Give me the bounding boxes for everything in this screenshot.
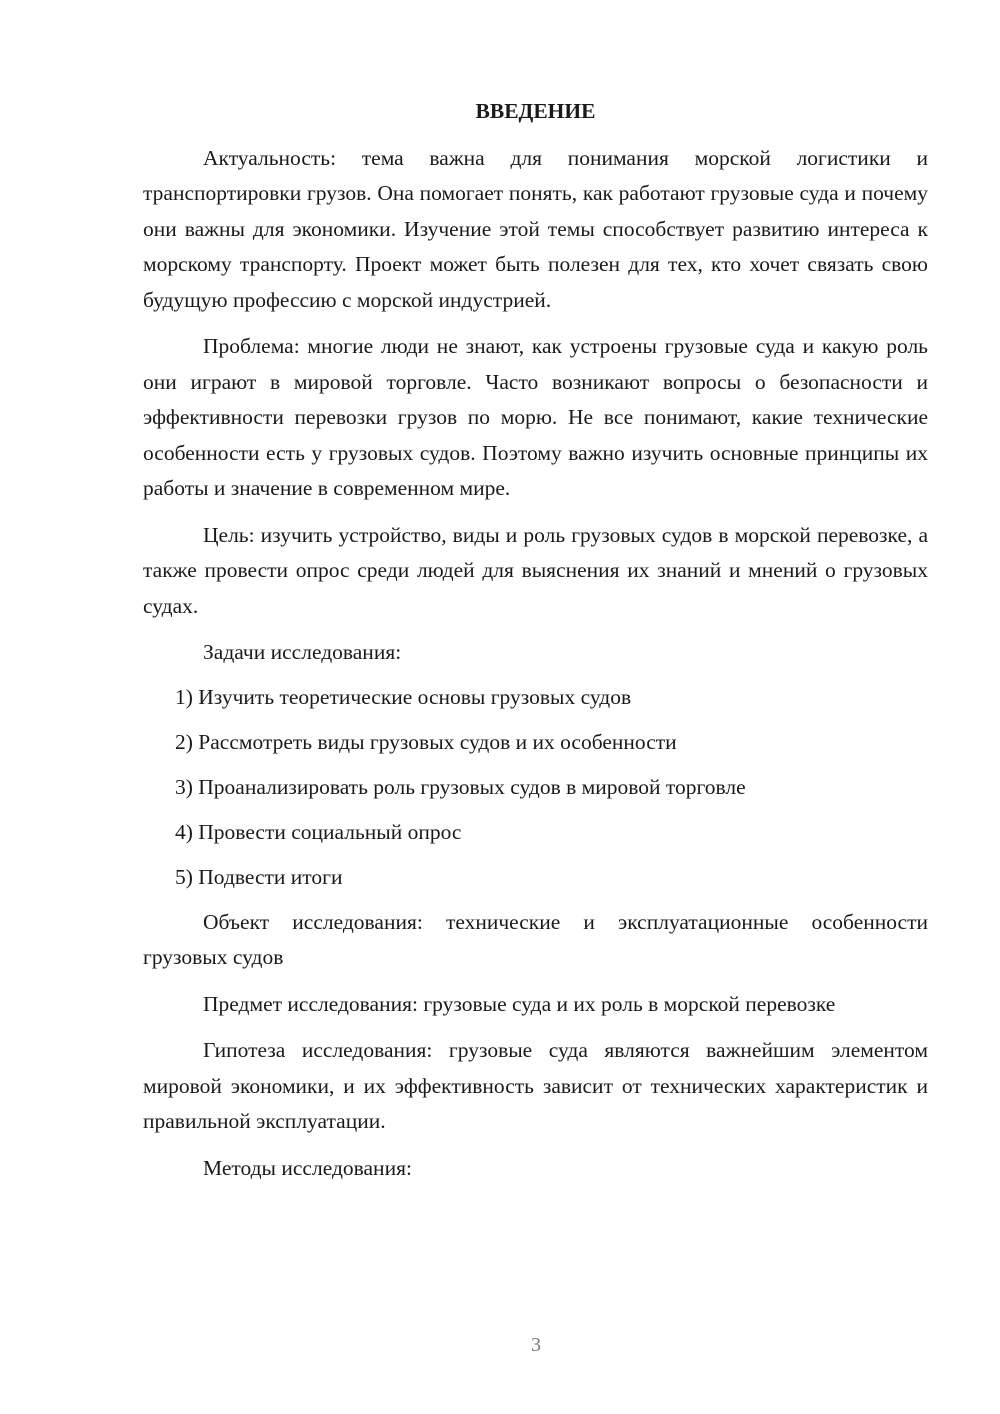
paragraph-goal: Цель: изучить устройство, виды и роль грузовых судов в морской перевозке, а также провести опрос среди людей для выяснения их знаний и мнений о грузовых судах. xyxy=(143,522,928,618)
paragraph-problem: Проблема: многие люди не знают, как устроены грузовые суда и какую роль они играют в мировой торговле. Часто возникают вопросы о безопасности и эффективности перевозки грузов по морю. Не все понимают, какие технические особенности есть у грузовых судов. Поэтому важно изучить основные принципы их работы и значение в современном мире. xyxy=(143,334,928,500)
document-page xyxy=(143,94,928,1197)
list-item: 4) Провести социальный опрос xyxy=(175,819,462,844)
list-item: 3) Проанализировать роль грузовых судов в мировой торговле xyxy=(175,774,746,799)
section-title: ВВЕДЕНИЕ xyxy=(475,99,596,123)
list-item: 2) Рассмотреть виды грузовых судов и их особенности xyxy=(175,729,677,754)
tasks-list xyxy=(143,680,928,896)
methods-heading: Методы исследования: xyxy=(203,1155,412,1180)
paragraph-hypothesis: Гипотеза исследования: грузовые суда являются важнейшим элементом мировой экономики, и их эффективность зависит от технических характеристик и правильной эксплуатации. xyxy=(143,1038,928,1133)
tasks-heading: Задачи исследования: xyxy=(203,640,402,664)
page-number: 3 xyxy=(531,1334,541,1356)
paragraph-object: Объект исследования: технические и эксплуатационные особенности грузовых судов xyxy=(143,909,928,969)
list-item: 5) Подвести итоги xyxy=(175,864,343,889)
list-item: 1) Изучить теоретические основы грузовых судов xyxy=(175,684,632,709)
paragraph-relevance: Актуальность: тема важна для понимания морской логистики и транспортировки грузов. Она помогает понять, как работают грузовые суда и почему они важны для экономики. Изучение этой темы способствует развитию интереса к морскому транспорту. Проект может быть полезен для тех, кто хочет связать свою будущую профессию с морской индустрией. xyxy=(143,145,928,312)
paragraph-subject: Предмет исследования: грузовые суда и их роль в морской перевозке xyxy=(203,991,836,1016)
